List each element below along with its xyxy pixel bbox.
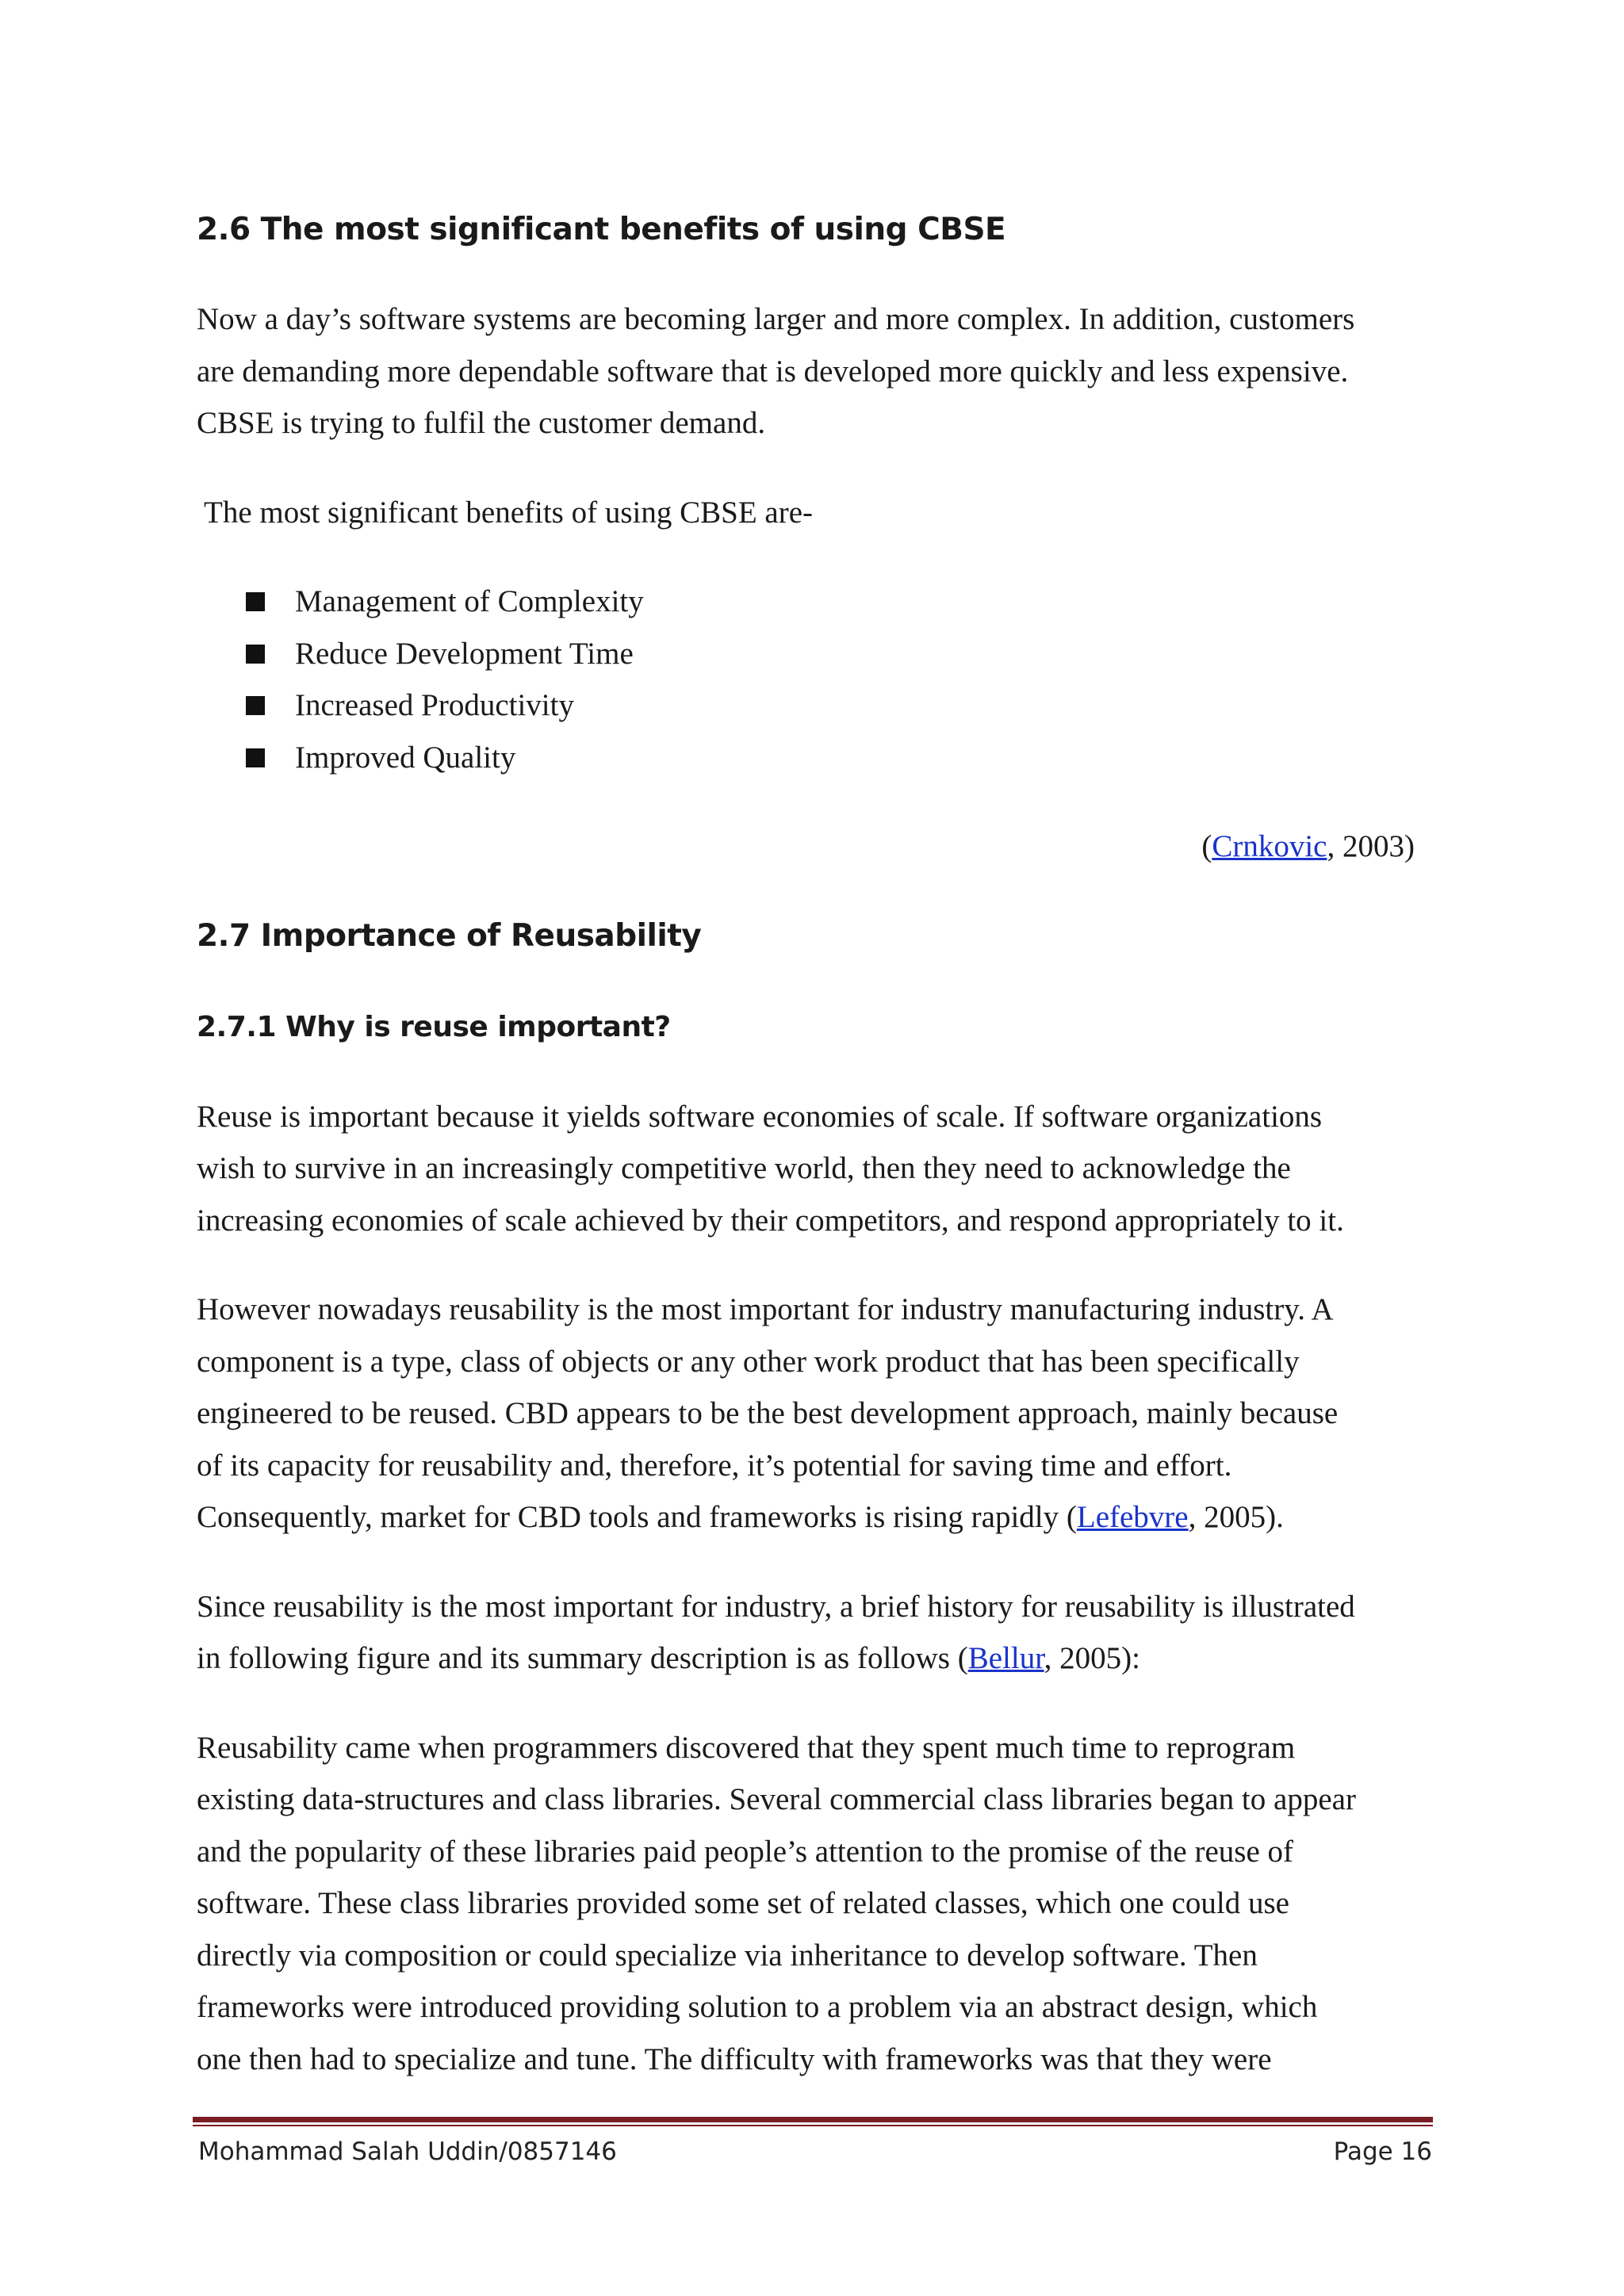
text-line: directly via composition or could specialize via inheritance to develop software. Then (197, 1938, 1258, 1973)
text-line: increasing economies of scale achieved by their competitors, and respond appropriately to it. (197, 1203, 1344, 1238)
text-line-part: , 2005): (1044, 1641, 1140, 1675)
text-line: CBSE is trying to fulfil the customer demand. (197, 406, 766, 440)
text-line: Reuse is important because it yields software economies of scale. If software organizations (197, 1099, 1323, 1134)
text-line-part: , 2005). (1188, 1500, 1284, 1534)
list-item-label: Increased Productivity (295, 688, 574, 722)
reference-link-lefebvre[interactable]: Lefebvre (1076, 1500, 1189, 1534)
text-line: However nowadays reusability is the most important for industry manufacturing industry. A (197, 1292, 1334, 1326)
citation-rest: , 2003) (1327, 829, 1415, 863)
benefits-intro-text: The most significant benefits of using CBSE are- (197, 495, 813, 530)
text-line-part: Consequently, market for CBD tools and frameworks is rising rapidly ( (197, 1500, 1077, 1534)
footer-divider-thick (193, 2117, 1433, 2122)
text-line: software. These class libraries provided some set of related classes, which one could use (197, 1886, 1289, 1920)
text-line: wish to survive in an increasingly competitive world, then they need to acknowledge the (197, 1151, 1291, 1185)
footer-page-number: Page 16 (1333, 2137, 1432, 2166)
list-item-label: Improved Quality (295, 740, 516, 775)
text-line: component is a type, class of objects or any other work product that has been specifically (197, 1344, 1300, 1379)
benefits-intro (197, 487, 1434, 539)
footer-divider-thin (193, 2125, 1433, 2126)
citation-crnkovic (197, 821, 1434, 873)
text-line: frameworks were introduced providing solution to a problem via an abstract design, which (197, 1990, 1318, 2024)
text-line-part: in following figure and its summary description is as follows ( (197, 1641, 968, 1675)
citation-open: ( (1201, 829, 1212, 863)
list-item (246, 679, 1434, 732)
section-2-7-paragraph-3 (197, 1581, 1434, 1685)
reference-link-bellur[interactable]: Bellur (967, 1641, 1044, 1675)
square-bullet-icon (246, 696, 265, 715)
list-item (246, 576, 1434, 628)
section-2-7-paragraph-2 (197, 1284, 1434, 1544)
text-line: of its capacity for reusability and, therefore, it’s potential for saving time and effort. (197, 1448, 1232, 1483)
square-bullet-icon (246, 748, 265, 767)
section-2-7-1-heading: 2.7.1 Why is reuse important? (197, 1010, 671, 1043)
footer-author: Mohammad Salah Uddin/0857146 (198, 2137, 617, 2166)
text-line: Now a day’s software systems are becoming larger and more complex. In addition, customers (197, 302, 1355, 336)
list-item (246, 732, 1434, 784)
text-line: one then had to specialize and tune. The difficulty with frameworks was that they were (197, 2042, 1272, 2076)
list-item-label: Management of Complexity (295, 584, 644, 618)
reference-link-crnkovic[interactable]: Crnkovic (1212, 829, 1327, 863)
section-2-7-paragraph-1 (197, 1091, 1434, 1247)
benefits-list (197, 576, 1434, 783)
page-footer (198, 2134, 1432, 2169)
page-content (197, 202, 1434, 2085)
text-line: engineered to be reused. CBD appears to be the best development approach, mainly because (197, 1396, 1339, 1430)
text-line: are demanding more dependable software that is developed more quickly and less expensive. (197, 354, 1349, 388)
square-bullet-icon (246, 645, 265, 664)
list-item-label: Reduce Development Time (295, 636, 634, 671)
section-2-6-heading: 2.6 The most significant benefits of using CBSE (197, 212, 1006, 247)
list-item (246, 628, 1434, 680)
text-line: Reusability came when programmers discovered that they spent much time to reprogram (197, 1730, 1296, 1765)
square-bullet-icon (246, 592, 265, 611)
text-line: existing data-structures and class libraries. Several commercial class libraries began to appear (197, 1782, 1356, 1816)
text-line: and the popularity of these libraries paid people’s attention to the promise of the reuse of (197, 1834, 1294, 1869)
section-2-6-paragraph-1 (197, 293, 1434, 450)
section-2-7-paragraph-4 (197, 1722, 1434, 2086)
footer-divider (193, 2117, 1433, 2126)
text-line: Since reusability is the most important for industry, a brief history for reusability is illustrated (197, 1589, 1355, 1624)
section-2-7-heading: 2.7 Importance of Reusability (197, 917, 702, 954)
